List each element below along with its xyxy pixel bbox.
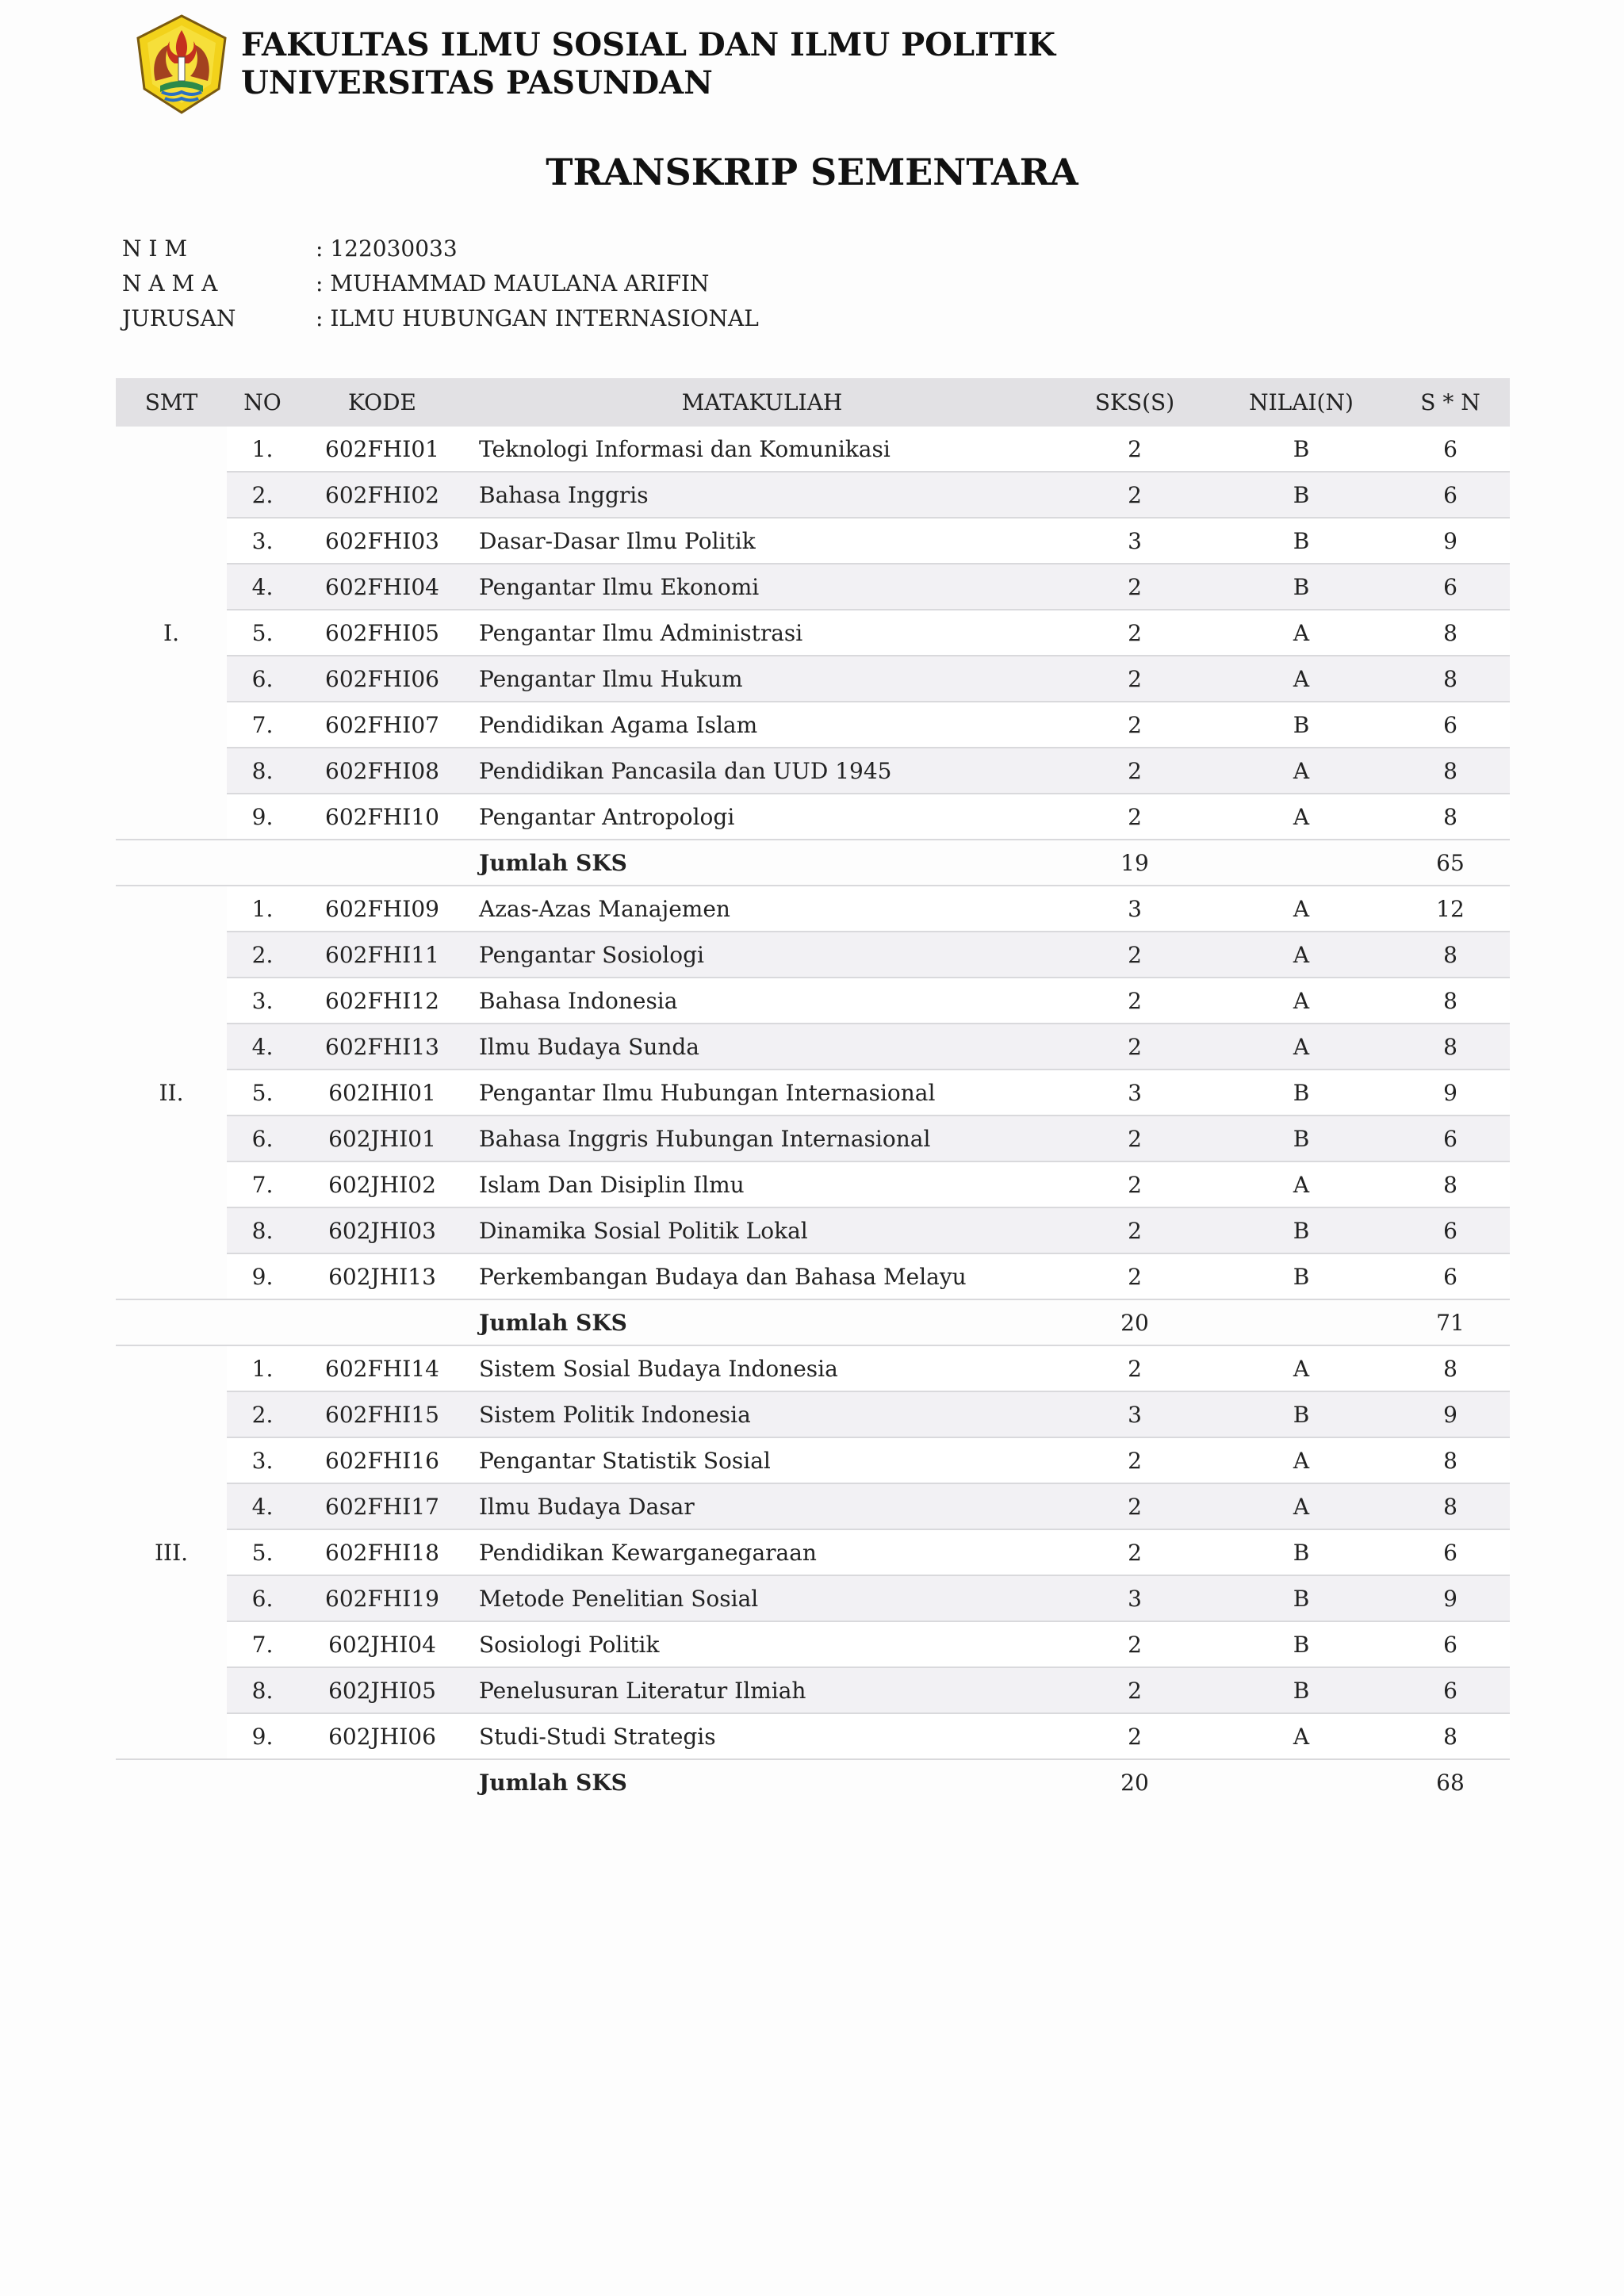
nim-value: : 122030033 xyxy=(316,235,458,262)
table-row xyxy=(116,978,1510,1024)
course-number: 7. xyxy=(227,702,298,748)
header-sks: SKS(S) xyxy=(1058,378,1212,427)
course-grade: A xyxy=(1212,1024,1391,1070)
table-row xyxy=(116,518,1510,564)
course-name: Pendidikan Pancasila dan UUD 1945 xyxy=(466,748,1058,794)
course-score: 8 xyxy=(1391,932,1510,978)
course-code: 602JHI01 xyxy=(298,1115,466,1161)
course-grade: B xyxy=(1212,1575,1391,1621)
course-code: 602IHI01 xyxy=(298,1070,466,1115)
course-score: 9 xyxy=(1391,518,1510,564)
total-empty-nilai xyxy=(1212,1299,1391,1345)
course-name: Pengantar Antropologi xyxy=(466,794,1058,840)
course-number: 3. xyxy=(227,978,298,1024)
course-grade: A xyxy=(1212,1713,1391,1759)
course-score: 6 xyxy=(1391,472,1510,518)
table-row xyxy=(116,886,1510,932)
course-sks: 2 xyxy=(1058,1483,1212,1529)
course-code: 602FHI11 xyxy=(298,932,466,978)
total-empty-no xyxy=(227,840,298,886)
course-grade: A xyxy=(1212,1161,1391,1207)
course-score: 9 xyxy=(1391,1070,1510,1115)
document-header xyxy=(130,13,1055,116)
table-row xyxy=(116,1207,1510,1253)
course-number: 2. xyxy=(227,1391,298,1437)
total-sks: 20 xyxy=(1058,1759,1212,1804)
table-row xyxy=(116,1483,1510,1529)
course-code: 602FHI15 xyxy=(298,1391,466,1437)
course-score: 6 xyxy=(1391,564,1510,610)
student-info xyxy=(122,232,759,336)
table-row xyxy=(116,1529,1510,1575)
course-number: 3. xyxy=(227,1437,298,1483)
course-number: 4. xyxy=(227,564,298,610)
course-code: 602FHI03 xyxy=(298,518,466,564)
course-name: Bahasa Inggris Hubungan Internasional xyxy=(466,1115,1058,1161)
course-score: 8 xyxy=(1391,1161,1510,1207)
table-row xyxy=(116,1575,1510,1621)
course-code: 602JHI02 xyxy=(298,1161,466,1207)
table-row xyxy=(116,564,1510,610)
semester-total-row xyxy=(116,840,1510,886)
course-code: 602FHI10 xyxy=(298,794,466,840)
course-name: Pengantar Ilmu Hubungan Internasional xyxy=(466,1070,1058,1115)
course-sks: 3 xyxy=(1058,886,1212,932)
course-name: Azas-Azas Manajemen xyxy=(466,886,1058,932)
course-code: 602JHI04 xyxy=(298,1621,466,1667)
course-grade: B xyxy=(1212,1253,1391,1299)
course-number: 9. xyxy=(227,1253,298,1299)
course-code: 602FHI05 xyxy=(298,610,466,656)
table-row xyxy=(116,1115,1510,1161)
course-code: 602JHI13 xyxy=(298,1253,466,1299)
course-score: 8 xyxy=(1391,1483,1510,1529)
course-grade: A xyxy=(1212,610,1391,656)
total-sks: 20 xyxy=(1058,1299,1212,1345)
header-sn: S * N xyxy=(1391,378,1510,427)
course-grade: B xyxy=(1212,702,1391,748)
course-name: Teknologi Informasi dan Komunikasi xyxy=(466,427,1058,472)
course-score: 8 xyxy=(1391,748,1510,794)
course-grade: B xyxy=(1212,1207,1391,1253)
total-sn: 71 xyxy=(1391,1299,1510,1345)
total-sn: 68 xyxy=(1391,1759,1510,1804)
course-number: 9. xyxy=(227,1713,298,1759)
nim-label: N I M xyxy=(122,235,188,262)
course-score: 8 xyxy=(1391,794,1510,840)
total-empty-kode xyxy=(298,1759,466,1804)
course-number: 1. xyxy=(227,886,298,932)
table-row xyxy=(116,472,1510,518)
header-nilai: NILAI(N) xyxy=(1212,378,1391,427)
course-number: 1. xyxy=(227,427,298,472)
course-sks: 3 xyxy=(1058,1391,1212,1437)
nama-value: : MUHAMMAD MAULANA ARIFIN xyxy=(316,270,710,297)
table-row xyxy=(116,702,1510,748)
course-score: 6 xyxy=(1391,1207,1510,1253)
table-row xyxy=(116,1253,1510,1299)
course-score: 9 xyxy=(1391,1391,1510,1437)
course-code: 602FHI07 xyxy=(298,702,466,748)
course-sks: 2 xyxy=(1058,1115,1212,1161)
course-number: 5. xyxy=(227,1529,298,1575)
total-sn: 65 xyxy=(1391,840,1510,886)
header-no: NO xyxy=(227,378,298,427)
table-row xyxy=(116,1713,1510,1759)
course-sks: 2 xyxy=(1058,427,1212,472)
course-grade: A xyxy=(1212,794,1391,840)
course-name: Sistem Politik Indonesia xyxy=(466,1391,1058,1437)
jurusan-label: JURUSAN xyxy=(122,305,236,331)
course-score: 6 xyxy=(1391,1115,1510,1161)
course-sks: 2 xyxy=(1058,1161,1212,1207)
course-sks: 2 xyxy=(1058,1621,1212,1667)
course-code: 602FHI18 xyxy=(298,1529,466,1575)
table-row xyxy=(116,932,1510,978)
table-row xyxy=(116,794,1510,840)
course-name: Bahasa Indonesia xyxy=(466,978,1058,1024)
table-row xyxy=(116,1161,1510,1207)
course-grade: A xyxy=(1212,886,1391,932)
course-number: 4. xyxy=(227,1483,298,1529)
course-name: Sistem Sosial Budaya Indonesia xyxy=(466,1345,1058,1391)
total-sks: 19 xyxy=(1058,840,1212,886)
total-empty-kode xyxy=(298,1299,466,1345)
course-grade: A xyxy=(1212,1345,1391,1391)
course-grade: B xyxy=(1212,1529,1391,1575)
course-sks: 2 xyxy=(1058,1713,1212,1759)
course-name: Pengantar Statistik Sosial xyxy=(466,1437,1058,1483)
table-header-row xyxy=(116,378,1510,427)
course-name: Pendidikan Agama Islam xyxy=(466,702,1058,748)
course-code: 602JHI06 xyxy=(298,1713,466,1759)
course-number: 8. xyxy=(227,1667,298,1713)
course-name: Pengantar Ilmu Ekonomi xyxy=(466,564,1058,610)
course-name: Pendidikan Kewarganegaraan xyxy=(466,1529,1058,1575)
course-code: 602FHI08 xyxy=(298,748,466,794)
total-label: Jumlah SKS xyxy=(466,1299,1058,1345)
table-row xyxy=(116,748,1510,794)
header-matakuliah: MATAKULIAH xyxy=(466,378,1058,427)
jurusan-row xyxy=(122,301,759,336)
course-code: 602FHI14 xyxy=(298,1345,466,1391)
total-empty-kode xyxy=(298,840,466,886)
course-code: 602FHI06 xyxy=(298,656,466,702)
header-kode: KODE xyxy=(298,378,466,427)
institution-names xyxy=(241,26,1055,102)
semester-total-row xyxy=(116,1299,1510,1345)
course-score: 8 xyxy=(1391,610,1510,656)
nama-row xyxy=(122,266,759,301)
course-code: 602JHI05 xyxy=(298,1667,466,1713)
semester-cell: III. xyxy=(116,1345,227,1759)
course-sks: 2 xyxy=(1058,1437,1212,1483)
course-name: Ilmu Budaya Dasar xyxy=(466,1483,1058,1529)
university-name: UNIVERSITAS PASUNDAN xyxy=(241,64,713,101)
course-score: 6 xyxy=(1391,1253,1510,1299)
course-number: 8. xyxy=(227,1207,298,1253)
total-empty-smt xyxy=(116,840,227,886)
course-number: 6. xyxy=(227,1115,298,1161)
course-score: 8 xyxy=(1391,656,1510,702)
course-score: 6 xyxy=(1391,1621,1510,1667)
course-name: Perkembangan Budaya dan Bahasa Melayu xyxy=(466,1253,1058,1299)
header-smt: SMT xyxy=(116,378,227,427)
table-row xyxy=(116,656,1510,702)
total-label: Jumlah SKS xyxy=(466,840,1058,886)
table-row xyxy=(116,610,1510,656)
course-sks: 2 xyxy=(1058,1667,1212,1713)
course-grade: B xyxy=(1212,1621,1391,1667)
table-row xyxy=(116,1437,1510,1483)
course-code: 602JHI03 xyxy=(298,1207,466,1253)
course-name: Pengantar Ilmu Hukum xyxy=(466,656,1058,702)
course-grade: B xyxy=(1212,1115,1391,1161)
course-number: 5. xyxy=(227,1070,298,1115)
course-sks: 2 xyxy=(1058,1207,1212,1253)
course-code: 602FHI19 xyxy=(298,1575,466,1621)
course-grade: B xyxy=(1212,427,1391,472)
table-row xyxy=(116,1070,1510,1115)
course-number: 1. xyxy=(227,1345,298,1391)
semester-total-row xyxy=(116,1759,1510,1804)
course-score: 8 xyxy=(1391,1437,1510,1483)
course-name: Studi-Studi Strategis xyxy=(466,1713,1058,1759)
course-number: 9. xyxy=(227,794,298,840)
course-number: 4. xyxy=(227,1024,298,1070)
table-row xyxy=(116,1345,1510,1391)
course-grade: A xyxy=(1212,1437,1391,1483)
table-row xyxy=(116,1667,1510,1713)
course-sks: 2 xyxy=(1058,1529,1212,1575)
course-name: Pengantar Sosiologi xyxy=(466,932,1058,978)
course-sks: 2 xyxy=(1058,1253,1212,1299)
course-grade: A xyxy=(1212,932,1391,978)
course-number: 7. xyxy=(227,1161,298,1207)
course-number: 6. xyxy=(227,1575,298,1621)
course-grade: B xyxy=(1212,472,1391,518)
nim-row xyxy=(122,232,759,266)
course-score: 6 xyxy=(1391,702,1510,748)
course-score: 12 xyxy=(1391,886,1510,932)
course-grade: A xyxy=(1212,748,1391,794)
table-row xyxy=(116,427,1510,472)
course-name: Dasar-Dasar Ilmu Politik xyxy=(466,518,1058,564)
course-grade: B xyxy=(1212,1391,1391,1437)
course-name: Ilmu Budaya Sunda xyxy=(466,1024,1058,1070)
course-name: Pengantar Ilmu Administrasi xyxy=(466,610,1058,656)
course-grade: B xyxy=(1212,1667,1391,1713)
course-sks: 2 xyxy=(1058,1345,1212,1391)
document-title: TRANSKRIP SEMENTARA xyxy=(546,151,1078,193)
course-sks: 2 xyxy=(1058,656,1212,702)
course-score: 8 xyxy=(1391,1713,1510,1759)
course-score: 8 xyxy=(1391,1024,1510,1070)
course-sks: 3 xyxy=(1058,1070,1212,1115)
course-score: 9 xyxy=(1391,1575,1510,1621)
total-label: Jumlah SKS xyxy=(466,1759,1058,1804)
total-empty-smt xyxy=(116,1299,227,1345)
jurusan-value: : ILMU HUBUNGAN INTERNASIONAL xyxy=(316,305,759,331)
table-row xyxy=(116,1621,1510,1667)
course-number: 7. xyxy=(227,1621,298,1667)
course-sks: 2 xyxy=(1058,472,1212,518)
nama-label: N A M A xyxy=(122,270,218,297)
course-sks: 2 xyxy=(1058,794,1212,840)
course-name: Islam Dan Disiplin Ilmu xyxy=(466,1161,1058,1207)
course-score: 6 xyxy=(1391,1529,1510,1575)
course-number: 8. xyxy=(227,748,298,794)
total-empty-no xyxy=(227,1759,298,1804)
course-grade: B xyxy=(1212,1070,1391,1115)
course-number: 3. xyxy=(227,518,298,564)
course-number: 5. xyxy=(227,610,298,656)
faculty-name: FAKULTAS ILMU SOSIAL DAN ILMU POLITIK xyxy=(241,26,1056,63)
course-name: Bahasa Inggris xyxy=(466,472,1058,518)
course-sks: 2 xyxy=(1058,564,1212,610)
course-name: Sosiologi Politik xyxy=(466,1621,1058,1667)
course-sks: 2 xyxy=(1058,978,1212,1024)
course-name: Dinamika Sosial Politik Lokal xyxy=(466,1207,1058,1253)
course-code: 602FHI12 xyxy=(298,978,466,1024)
course-name: Metode Penelitian Sosial xyxy=(466,1575,1058,1621)
transcript-body xyxy=(116,427,1510,1804)
total-empty-nilai xyxy=(1212,1759,1391,1804)
course-number: 2. xyxy=(227,932,298,978)
course-sks: 3 xyxy=(1058,518,1212,564)
total-empty-no xyxy=(227,1299,298,1345)
course-code: 602FHI01 xyxy=(298,427,466,472)
course-name: Penelusuran Literatur Ilmiah xyxy=(466,1667,1058,1713)
course-grade: B xyxy=(1212,518,1391,564)
course-score: 6 xyxy=(1391,1667,1510,1713)
course-code: 602FHI16 xyxy=(298,1437,466,1483)
course-grade: A xyxy=(1212,978,1391,1024)
semester-cell: I. xyxy=(116,427,227,840)
course-sks: 2 xyxy=(1058,610,1212,656)
course-score: 8 xyxy=(1391,978,1510,1024)
table-row xyxy=(116,1391,1510,1437)
course-score: 8 xyxy=(1391,1345,1510,1391)
semester-cell: II. xyxy=(116,886,227,1299)
course-sks: 2 xyxy=(1058,748,1212,794)
transcript-table xyxy=(116,378,1510,1804)
table-row xyxy=(116,1024,1510,1070)
course-grade: A xyxy=(1212,1483,1391,1529)
course-code: 602FHI17 xyxy=(298,1483,466,1529)
course-code: 602FHI04 xyxy=(298,564,466,610)
course-sks: 2 xyxy=(1058,702,1212,748)
course-sks: 3 xyxy=(1058,1575,1212,1621)
total-empty-smt xyxy=(116,1759,227,1804)
course-number: 6. xyxy=(227,656,298,702)
course-grade: A xyxy=(1212,656,1391,702)
course-sks: 2 xyxy=(1058,1024,1212,1070)
course-code: 602FHI09 xyxy=(298,886,466,932)
course-grade: B xyxy=(1212,564,1391,610)
course-code: 602FHI13 xyxy=(298,1024,466,1070)
course-score: 6 xyxy=(1391,427,1510,472)
total-empty-nilai xyxy=(1212,840,1391,886)
course-code: 602FHI02 xyxy=(298,472,466,518)
university-logo xyxy=(130,13,233,116)
course-number: 2. xyxy=(227,472,298,518)
course-sks: 2 xyxy=(1058,932,1212,978)
